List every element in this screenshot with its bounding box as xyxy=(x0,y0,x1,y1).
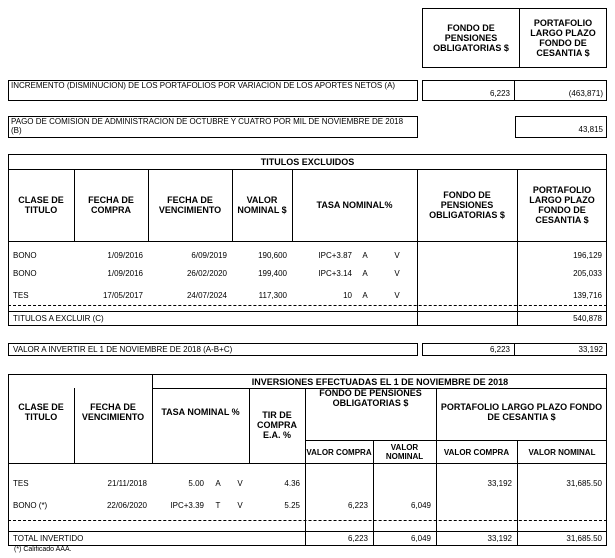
inversiones-fpo-nominal: 6,049 xyxy=(410,500,431,510)
inversiones-a: A xyxy=(215,478,221,488)
incremento-fpo: 6,223 xyxy=(489,88,510,98)
inversiones-fpo-compra xyxy=(306,477,372,489)
inversiones-total-label: TOTAL INVERTIDO xyxy=(13,534,84,543)
valor-invertir-flp: 33,192 xyxy=(578,345,603,354)
inversiones-fpo-nominal xyxy=(374,477,435,489)
excluidos-venc: 26/02/2020 xyxy=(186,268,227,278)
inversiones-tasa: IPC+3.39 xyxy=(170,500,204,510)
inversiones-total-flp-compra: 33,192 xyxy=(487,534,512,543)
inversiones-flp-nominal: 31,685.50 xyxy=(566,478,602,488)
inversiones-title: INVERSIONES EFECTUADAS EL 1 DE NOVIEMBRE DE 2018 xyxy=(251,376,509,387)
excluidos-tasa: IPC+3.87 xyxy=(318,250,352,260)
incremento-label: INCREMENTO (DISMINUCION) DE LOS PORTAFOLIOS POR VARIACION DE LOS APORTES NETOS (A) xyxy=(11,81,396,90)
excluidos-nominal: 199,400 xyxy=(258,268,287,278)
incremento-flp: (463,871) xyxy=(568,88,603,98)
excluidos-flp: 139,716 xyxy=(573,290,602,300)
valor-invertir-fpo: 6,223 xyxy=(489,345,510,354)
inversiones-v: V xyxy=(237,478,243,488)
excluidos-tasa: IPC+3.14 xyxy=(318,268,352,278)
top-header-flp: PORTAFOLIO LARGO PLAZO FONDO DE CESANTIA $ xyxy=(530,18,596,58)
excluidos-total-label: TITULOS A EXCLUIR (C) xyxy=(13,314,104,323)
excluidos-v: V xyxy=(394,290,400,300)
excluidos-v: V xyxy=(394,250,400,260)
inversiones-clase: BONO (*) xyxy=(13,500,48,510)
inversiones-v: V xyxy=(237,500,243,510)
inversiones-total-fpo-compra: 6,223 xyxy=(347,534,368,543)
excluidos-clase: BONO xyxy=(13,268,37,278)
excluidos-h-nominal: VALOR NOMINAL $ xyxy=(237,195,287,215)
excluidos-compra: 17/05/2017 xyxy=(102,290,143,300)
excluidos-tasa: 10 xyxy=(343,290,352,300)
excluidos-v: V xyxy=(394,268,400,278)
excluidos-h-compra: FECHA DE COMPRA xyxy=(88,195,134,215)
excluidos-h-tasa: TASA NOMINAL% xyxy=(316,200,393,210)
inversiones-venc: 21/11/2018 xyxy=(107,478,147,488)
inversiones-h-fpo-compra: VALOR COMPRA xyxy=(306,447,372,457)
excluidos-a: A xyxy=(362,250,368,260)
inversiones-h-fpo-nominal: VALOR NOMINAL xyxy=(385,443,424,461)
inversiones-a: T xyxy=(215,500,221,510)
excluidos-clase: BONO xyxy=(13,250,37,260)
inversiones-h-tasa: TASA NOMINAL % xyxy=(161,407,240,417)
excluidos-nominal: 117,300 xyxy=(258,290,287,300)
excluidos-venc: 6/09/2019 xyxy=(191,250,227,260)
inversiones-clase: TES xyxy=(13,478,29,488)
inversiones-venc: 22/06/2020 xyxy=(106,500,147,510)
inversiones-h-venc: FECHA DE VENCIMIENTO xyxy=(81,402,145,422)
inversiones-fpo-compra: 6,223 xyxy=(347,500,368,510)
excluidos-compra: 1/09/2016 xyxy=(107,268,143,278)
excluidos-h-fpo: FONDO DE PENSIONES OBLIGATORIAS $ xyxy=(429,190,505,220)
inversiones-h-flp-nominal: VALOR NOMINAL xyxy=(528,447,596,457)
excluidos-nominal: 190,600 xyxy=(258,250,287,260)
excluidos-title: TITULOS EXCLUIDOS xyxy=(260,157,355,167)
inversiones-flp-compra xyxy=(437,499,516,511)
inversiones-flp-nominal xyxy=(518,499,606,511)
inversiones-h-clase: CLASE DE TITULO xyxy=(18,402,64,422)
valor-invertir-label: VALOR A INVERTIR EL 1 DE NOVIEMBRE DE 2018 (A-B+C) xyxy=(13,345,233,354)
excluidos-h-clase: CLASE DE TITULO xyxy=(18,195,64,215)
inversiones-h-tir: TIR DE COMPRA E.A. % xyxy=(257,410,297,440)
excluidos-clase: TES xyxy=(13,290,29,300)
excluidos-h-venc: FECHA DE VENCIMIENTO xyxy=(158,195,222,215)
top-header-fpo: FONDO DE PENSIONES OBLIGATORIAS $ xyxy=(433,23,509,53)
excluidos-compra: 1/09/2016 xyxy=(107,250,143,260)
inversiones-h-flp-compra: VALOR COMPRA xyxy=(443,447,510,457)
excluidos-total-flp: 540,878 xyxy=(573,314,602,323)
inversiones-tir: 5.25 xyxy=(284,500,300,510)
excluidos-a: A xyxy=(362,268,368,278)
inversiones-tasa: 5.00 xyxy=(188,478,204,488)
excluidos-flp: 196,129 xyxy=(573,250,602,260)
excluidos-h-flp: PORTAFOLIO LARGO PLAZO FONDO DE CESANTIA $ xyxy=(529,185,595,225)
inversiones-h-fpo: FONDO DE PENSIONES OBLIGATORIAS $ xyxy=(319,388,422,408)
footnote: (*) Calificado AAA. xyxy=(14,546,72,553)
inversiones-total-flp-nominal: 31,685.50 xyxy=(566,534,602,543)
inversiones-tir: 4.36 xyxy=(284,478,300,488)
excluidos-venc: 24/07/2024 xyxy=(186,290,227,300)
excluidos-flp: 205,033 xyxy=(573,268,602,278)
comision-label: PAGO DE COMISION DE ADMINISTRACION DE OCTUBRE Y CUATRO POR MIL DE NOVIEMBRE DE 2018 (B) xyxy=(11,117,404,135)
excluidos-a: A xyxy=(362,290,368,300)
inversiones-flp-compra: 33,192 xyxy=(487,478,512,488)
inversiones-total-fpo-nominal: 6,049 xyxy=(410,534,431,543)
comision-flp: 43,815 xyxy=(578,124,603,134)
inversiones-h-flp: PORTAFOLIO LARGO PLAZO FONDO DE CESANTIA $ xyxy=(440,402,603,422)
